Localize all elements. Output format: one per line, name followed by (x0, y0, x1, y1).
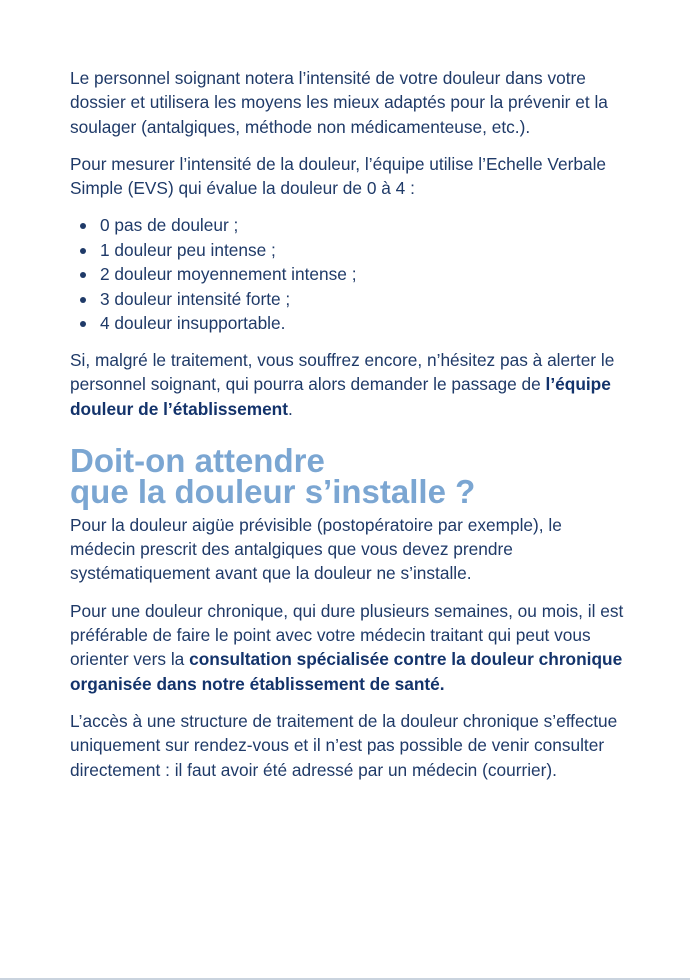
list-item: 2 douleur moyennement intense ; (80, 262, 630, 287)
list-item: 4 douleur insupportable. (80, 311, 630, 336)
access-paragraph: L’accès à une structure de traitement de la douleur chronique s’effectue uniquement sur rendez-vous et il n’est pas possible de venir consulter directement : il faut avoir été adressé par un médecin (courrier). (70, 710, 618, 780)
document-page (70, 66, 630, 795)
intro-paragraph: Le personnel soignant notera l’intensité de votre douleur dans votre dossier et utilisera les moyens les mieux adaptés pour la prévenir et la soulager (antalgiques, méthode non médicamenteuse, etc.). (70, 68, 608, 137)
pain-scale-list (70, 213, 630, 336)
list-item: 3 douleur intensité forte ; (80, 287, 630, 312)
alert-end: . (288, 398, 293, 419)
heading-line-1: Doit-on attendre (70, 441, 325, 479)
consultation-emphasis: consultation spécialisée contre la douleur chronique organisée dans notre établissement de santé. (70, 649, 623, 694)
evs-paragraph: Pour mesurer l’intensité de la douleur, l’équipe utilise l’Echelle Verbale Simple (EVS) qui évalue la douleur de 0 à 4 : (70, 153, 607, 199)
pain-team-emphasis: l’équipe douleur de l’établissement (70, 374, 611, 419)
alert-text: Si, malgré le traitement, vous souffrez encore, n’hésitez pas à alerter le personnel soignant, qui pourra alors demander le passage de (70, 349, 615, 395)
section-heading (70, 441, 630, 510)
alert-paragraph (70, 348, 630, 421)
chronic-text: Pour une douleur chronique, qui dure plusieurs semaines, ou mois, il est préférable de faire le point avec votre médecin traitant qui peut vous orienter vers la (70, 600, 624, 670)
acute-pain-paragraph: Pour la douleur aigüe prévisible (postopératoire par exemple), le médecin prescrit des antalgiques que vous devez prendre systématiquement avant que la douleur ne s’installe. (70, 514, 562, 584)
list-item: 1 douleur peu intense ; (80, 238, 630, 263)
heading-line-2: que la douleur s’installe ? (70, 472, 476, 510)
list-item: 0 pas de douleur ; (80, 213, 630, 238)
chronic-pain-paragraph (70, 599, 630, 696)
